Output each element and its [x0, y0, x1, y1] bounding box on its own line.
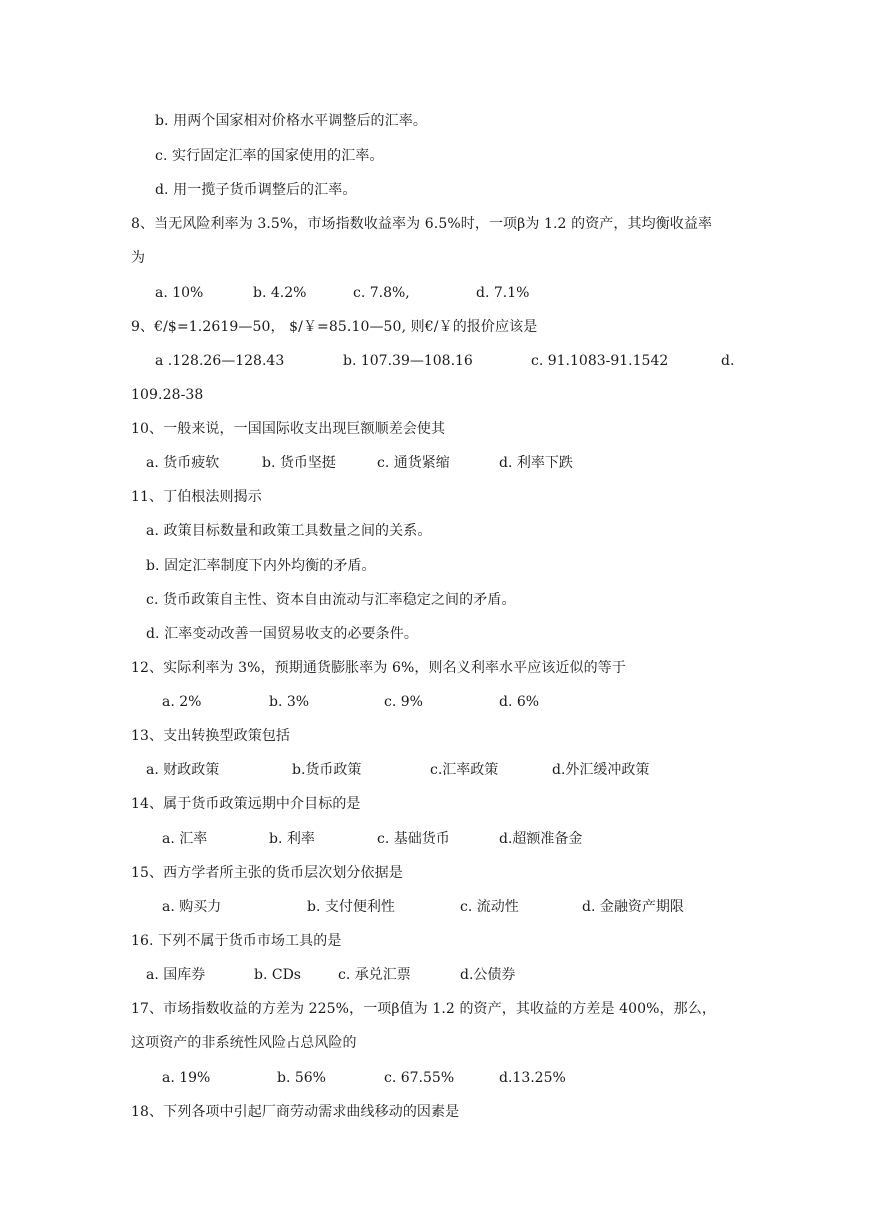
q16-stem: 16. 下列不属于货币市场工具的是 [131, 933, 342, 949]
q14-option-c: c. 基础货币 [377, 831, 450, 847]
q16-option-d: d.公债券 [460, 967, 516, 983]
q17-stem-line1: 17、市场指数收益的方差为 225%，一项β值为 1.2 的资产，其收益的方差是 400%，那么， [131, 1001, 716, 1017]
q15-option-b: b. 支付便利性 [307, 899, 395, 915]
q12-option-b: b. 3% [269, 694, 310, 710]
q7-option-c: c. 实行固定汇率的国家使用的汇率。 [155, 148, 384, 164]
q10-option-c: c. 通货紧缩 [377, 455, 450, 471]
q9-option-a: a .128.26—128.43 [155, 353, 285, 369]
q13-option-c: c.汇率政策 [430, 762, 499, 778]
q13-option-b: b.货币政策 [292, 762, 362, 778]
q10-option-a: a. 货币疲软 [146, 455, 220, 471]
q9-option-d: d. [721, 353, 735, 369]
q8-option-b: b. 4.2% [253, 285, 307, 301]
q7-option-b: b. 用两个国家相对价格水平调整后的汇率。 [155, 113, 427, 129]
q9-option-b: b. 107.39—108.16 [343, 353, 473, 369]
q17-option-b: b. 56% [277, 1070, 326, 1086]
q12-option-a: a. 2% [162, 694, 202, 710]
q10-option-b: b. 货币坚挺 [262, 455, 336, 471]
q16-option-c: c. 承兑汇票 [338, 967, 411, 983]
q7-option-d: d. 用一揽子货币调整后的汇率。 [155, 182, 357, 198]
q9-stem: 9、€/$=1.2619—50， $/￥=85.10—50, 则€/￥的报价应该是 [131, 319, 538, 335]
q12-stem: 12、实际利率为 3%，预期通货膨胀率为 6%，则名义利率水平应该近似的等于 [131, 660, 626, 676]
q11-option-d: d. 汇率变动改善一国贸易收支的必要条件。 [146, 626, 418, 642]
q14-option-a: a. 汇率 [162, 831, 208, 847]
q14-stem: 14、属于货币政策远期中介目标的是 [131, 796, 361, 812]
q8-stem-line1: 8、当无风险利率为 3.5%，市场指数收益率为 6.5%时，一项β为 1.2 的资产，其均衡收益率 [131, 216, 713, 232]
q8-option-d: d. 7.1% [476, 285, 530, 301]
q8-option-c: c. 7.8%, [353, 285, 410, 301]
q14-option-d: d.超额准备金 [499, 831, 583, 847]
q8-option-a: a. 10% [155, 285, 204, 301]
q15-option-d: d. 金融资产期限 [582, 899, 684, 915]
q13-stem: 13、支出转换型政策包括 [131, 728, 291, 744]
q12-option-d: d. 6% [499, 694, 540, 710]
q10-option-d: d. 利率下跌 [499, 455, 573, 471]
q17-option-a: a. 19% [162, 1070, 211, 1086]
q11-stem: 11、丁伯根法则揭示 [131, 489, 262, 505]
q11-option-a: a. 政策目标数量和政策工具数量之间的关系。 [146, 523, 432, 539]
q12-option-c: c. 9% [384, 694, 423, 710]
q16-option-b: b. CDs [254, 967, 301, 983]
q15-option-c: c. 流动性 [460, 899, 519, 915]
q9-option-c: c. 91.1083-91.1542 [531, 353, 669, 369]
q13-option-a: a. 财政政策 [146, 762, 220, 778]
q11-option-b: b. 固定汇率制度下内外均衡的矛盾。 [146, 558, 376, 574]
q17-option-c: c. 67.55% [384, 1070, 455, 1086]
q17-option-d: d.13.25% [499, 1070, 566, 1086]
q15-option-a: a. 购买力 [162, 899, 222, 915]
q9-option-d-continued: 109.28-38 [131, 387, 204, 403]
q8-stem-line2: 为 [131, 250, 146, 266]
q11-option-c: c. 货币政策自主性、资本自由流动与汇率稳定之间的矛盾。 [146, 592, 516, 608]
q17-stem-line2: 这项资产的非系统性风险占总风险的 [131, 1035, 357, 1051]
q16-option-a: a. 国库券 [146, 967, 206, 983]
q13-option-d: d.外汇缓冲政策 [552, 762, 650, 778]
q18-stem: 18、下列各项中引起厂商劳动需求曲线移动的因素是 [131, 1104, 460, 1120]
q10-stem: 10、一般来说，一国国际收支出现巨额顺差会使其 [131, 421, 446, 437]
q14-option-b: b. 利率 [269, 831, 315, 847]
q15-stem: 15、西方学者所主张的货币层次划分依据是 [131, 865, 403, 881]
